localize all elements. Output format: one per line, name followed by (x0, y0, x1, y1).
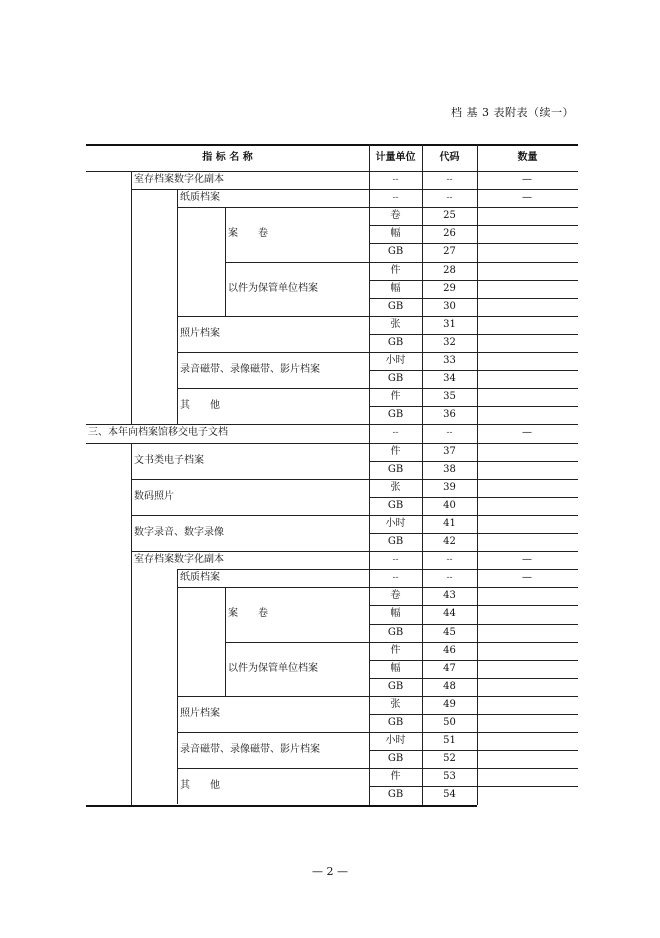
tree-rule (86, 443, 369, 444)
quantity-cell: — (522, 192, 532, 203)
unit-cell: GB (387, 246, 404, 257)
label-paper-archives: 纸质档案 (180, 572, 220, 583)
unit-cell: GB (387, 789, 404, 800)
row-divider (369, 388, 578, 389)
label-volume: 案 卷 (228, 228, 268, 239)
tree-rule (177, 696, 369, 697)
header-indicator-name: 指 标 名 称 (202, 152, 253, 163)
code-cell: 36 (443, 409, 456, 420)
table-caption: 档 基 3 表附表（续一） (451, 106, 574, 119)
row-divider (369, 316, 578, 317)
unit-cell: -- (392, 555, 399, 565)
unit-cell: GB (387, 409, 404, 420)
tree-rule (177, 587, 369, 588)
row-divider (369, 406, 578, 407)
tree-rule (177, 768, 369, 769)
tree-rule (225, 642, 369, 643)
unit-cell: -- (392, 175, 399, 185)
row-divider (369, 515, 578, 516)
header-code: 代码 (439, 152, 460, 163)
unit-cell: 件 (390, 446, 401, 457)
unit-cell: 幅 (390, 228, 401, 239)
quantity-cell: — (522, 572, 532, 583)
code-cell: 53 (443, 771, 456, 782)
row-divider (369, 262, 578, 263)
code-cell: 29 (443, 283, 456, 294)
label-other: 其 他 (180, 780, 220, 791)
code-cell: 52 (443, 753, 456, 764)
label-section-3: 三、本年向档案馆移交电子文档 (88, 427, 228, 438)
row-divider (369, 443, 578, 444)
unit-cell: -- (392, 193, 399, 203)
label-volume: 案 卷 (228, 608, 268, 619)
row-divider (369, 587, 578, 588)
row-divider (369, 334, 578, 335)
table-top-rule (86, 144, 578, 146)
label-av-archives: 录音磁带、录像磁带、影片档案 (180, 744, 320, 755)
tree-rule (177, 732, 369, 733)
label-photo-archives: 照片档案 (180, 328, 220, 339)
row-divider (369, 533, 578, 534)
tree-line-level1-a (131, 171, 132, 424)
code-cell: 50 (443, 717, 456, 728)
code-cell: 25 (443, 210, 456, 221)
row-divider (369, 207, 578, 208)
tree-rule (177, 388, 369, 389)
header-quantity: 数量 (517, 152, 538, 163)
code-cell: 39 (443, 482, 456, 493)
code-cell: -- (446, 428, 453, 438)
row-divider (369, 786, 578, 787)
unit-cell: 幅 (390, 663, 401, 674)
row-divider (369, 750, 578, 751)
code-cell: 40 (443, 500, 456, 511)
unit-cell: 小时 (385, 518, 406, 529)
row-divider (369, 298, 578, 299)
row-divider (369, 225, 578, 226)
unit-cell: 张 (390, 699, 401, 710)
label-av-archives: 录音磁带、录像磁带、影片档案 (180, 364, 320, 375)
code-cell: 51 (443, 735, 456, 746)
code-cell: 54 (443, 789, 456, 800)
code-cell: 45 (443, 627, 456, 638)
row-divider (369, 768, 578, 769)
code-cell: 44 (443, 608, 456, 619)
row-divider (369, 497, 578, 498)
unit-cell: GB (387, 337, 404, 348)
unit-cell: GB (387, 681, 404, 692)
unit-cell: 小时 (385, 735, 406, 746)
label-paper-archives: 纸质档案 (180, 192, 220, 203)
tree-rule (131, 479, 369, 480)
row-divider (369, 569, 578, 570)
code-cell: 43 (443, 590, 456, 601)
unit-cell: GB (387, 464, 404, 475)
code-cell: 48 (443, 681, 456, 692)
row-divider (369, 424, 578, 425)
code-cell: -- (446, 555, 453, 565)
unit-cell: 卷 (390, 210, 401, 221)
unit-cell: GB (387, 373, 404, 384)
row-divider (369, 605, 578, 606)
row-divider (369, 352, 578, 353)
table-bottom-rule (86, 805, 477, 807)
unit-cell: 件 (390, 391, 401, 402)
page-number: — 2 — (312, 865, 348, 878)
unit-cell: 卷 (390, 590, 401, 601)
row-divider (369, 461, 578, 462)
code-cell: 47 (443, 663, 456, 674)
unit-cell: 幅 (390, 283, 401, 294)
row-divider (369, 189, 578, 190)
code-cell: -- (446, 175, 453, 185)
unit-cell: 件 (390, 771, 401, 782)
code-cell: 34 (443, 373, 456, 384)
label-digital-copy: 室存档案数字化副本 (134, 174, 224, 185)
quantity-cell: — (522, 174, 532, 185)
unit-cell: 小时 (385, 355, 406, 366)
row-divider (369, 660, 578, 661)
tree-rule (177, 316, 369, 317)
code-cell: 35 (443, 391, 456, 402)
unit-cell: 件 (390, 645, 401, 656)
code-cell: 38 (443, 464, 456, 475)
unit-cell: GB (387, 500, 404, 511)
row-divider (369, 280, 578, 281)
unit-cell: GB (387, 301, 404, 312)
label-item-unit: 以件为保管单位档案 (228, 283, 318, 294)
label-digital-av: 数字录音、数字录像 (134, 527, 224, 538)
code-cell: 26 (443, 228, 456, 239)
tree-rule (131, 189, 369, 190)
unit-cell: 件 (390, 265, 401, 276)
unit-cell: 张 (390, 319, 401, 330)
tree-rule (177, 352, 369, 353)
code-cell: 27 (443, 246, 456, 257)
row-divider (369, 732, 578, 733)
unit-cell: 张 (390, 482, 401, 493)
code-cell: 42 (443, 536, 456, 547)
row-divider (369, 551, 578, 552)
tree-rule (131, 551, 369, 552)
code-cell: -- (446, 193, 453, 203)
code-cell: 41 (443, 518, 456, 529)
header-unit: 计量单位 (375, 152, 416, 163)
tree-rule (131, 515, 369, 516)
code-cell: 33 (443, 355, 456, 366)
unit-cell: GB (387, 717, 404, 728)
quantity-cell: — (522, 427, 532, 438)
row-divider (369, 678, 578, 679)
tree-rule (225, 262, 369, 263)
code-cell: 46 (443, 645, 456, 656)
row-divider (369, 642, 578, 643)
unit-cell: GB (387, 536, 404, 547)
label-digital-copy: 室存档案数字化副本 (134, 554, 224, 565)
code-cell: 31 (443, 319, 456, 330)
label-other: 其 他 (180, 400, 220, 411)
row-divider (369, 624, 578, 625)
row-divider (369, 370, 578, 371)
unit-cell: 幅 (390, 608, 401, 619)
tree-rule (177, 207, 369, 208)
row-divider (369, 479, 578, 480)
code-cell: 30 (443, 301, 456, 312)
label-item-unit: 以件为保管单位档案 (228, 663, 318, 674)
label-digital-photo: 数码照片 (134, 491, 174, 502)
code-cell: 28 (443, 265, 456, 276)
row-divider (369, 243, 578, 244)
row-divider (369, 696, 578, 697)
unit-cell: -- (392, 573, 399, 583)
header-bottom-rule (86, 171, 578, 172)
unit-cell: -- (392, 428, 399, 438)
tree-rule (177, 569, 369, 570)
row-divider (369, 714, 578, 715)
tree-line-level1-b (131, 443, 132, 805)
code-cell: 37 (443, 446, 456, 457)
code-cell: -- (446, 573, 453, 583)
label-photo-archives: 照片档案 (180, 708, 220, 719)
label-document-e-archives: 文书类电子档案 (134, 455, 204, 466)
code-cell: 49 (443, 699, 456, 710)
unit-cell: GB (387, 627, 404, 638)
tree-rule (86, 424, 369, 425)
quantity-cell: — (522, 554, 532, 565)
unit-cell: GB (387, 753, 404, 764)
code-cell: 32 (443, 337, 456, 348)
